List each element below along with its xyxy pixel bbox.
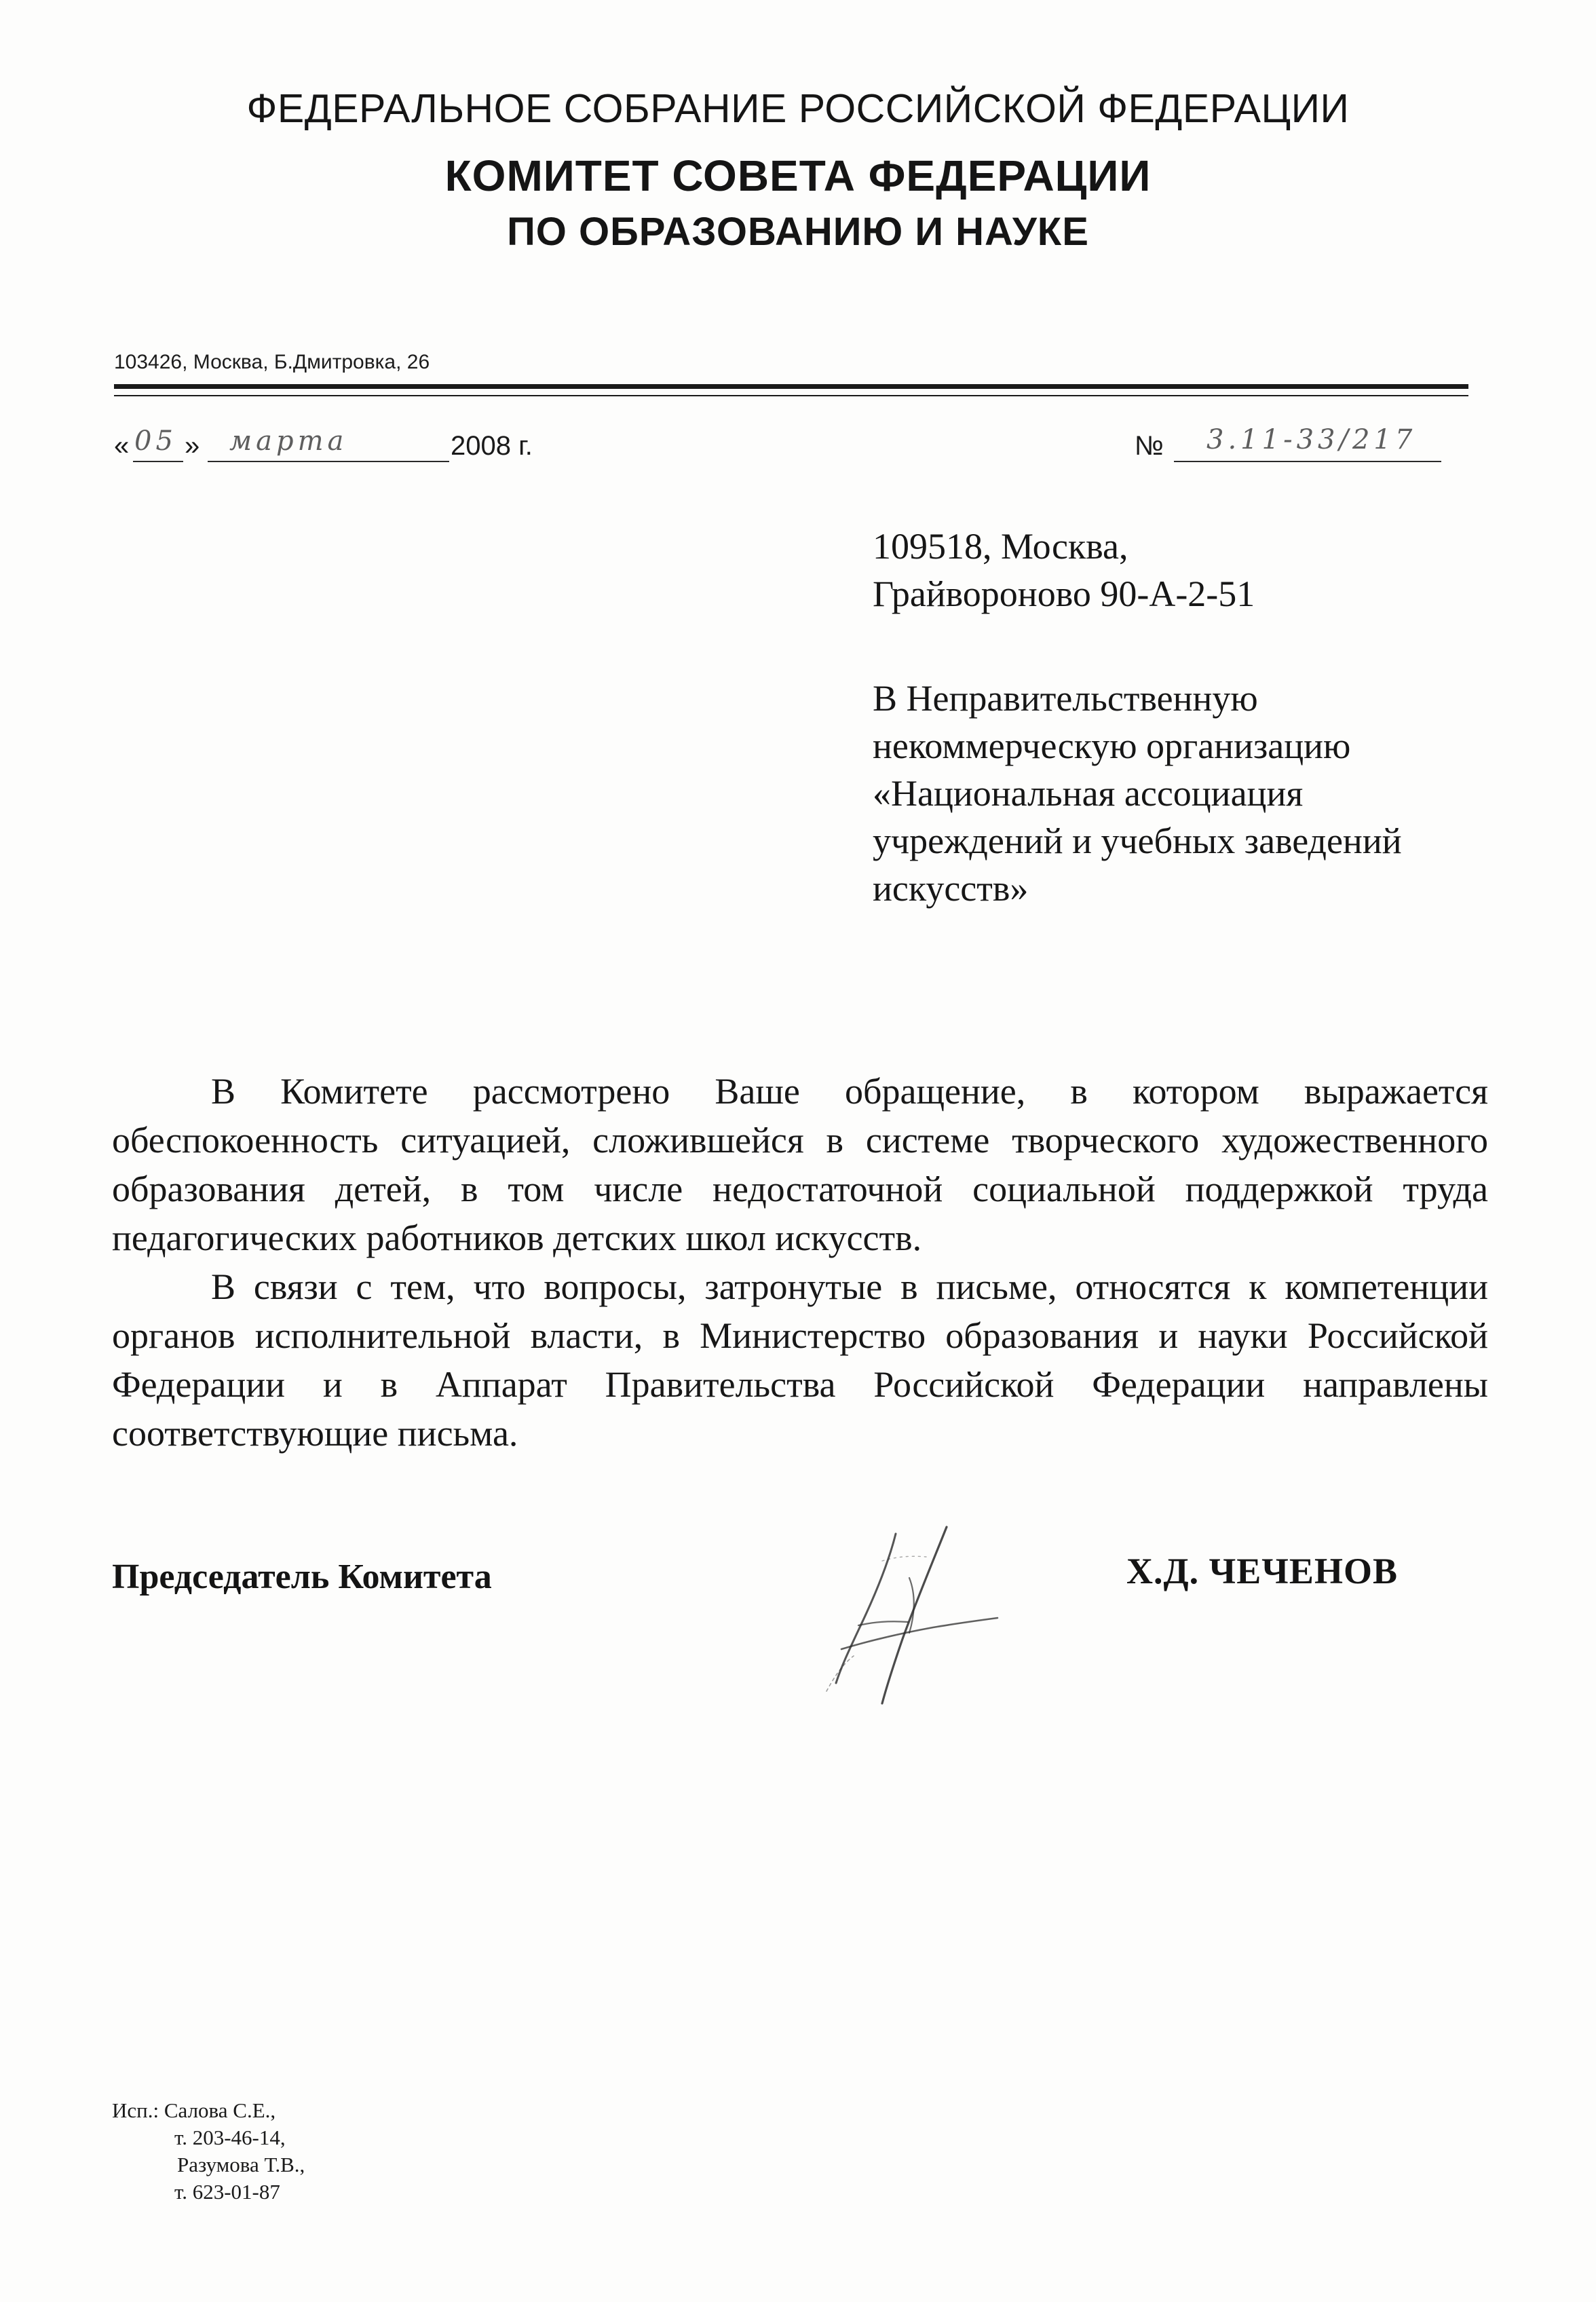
body-paragraph: В Комитете рассмотрено Ваше обращение, в котором выражается обеспокоенность ситуацией, сложившейся в системе творческого художественного образования детей, в том числе недостаточной социальной поддержкой труда педагогических работников детских школ искусств. xyxy=(112,1071,1488,1258)
recipient-org-line: «Национальная ассоциация xyxy=(873,773,1304,814)
date-open-quote: « xyxy=(114,431,130,461)
executor-name-2: Разумова Т.В., xyxy=(177,2153,305,2176)
executor-label: Исп.: xyxy=(112,2098,159,2122)
recipient-org-line: В Неправительственную xyxy=(873,678,1258,719)
executor-phone-1: т. 203-46-14, xyxy=(174,2126,286,2149)
recipient-address-line: 109518, Москва, xyxy=(873,526,1128,567)
recipient-org-line: искусств» xyxy=(873,868,1029,909)
date-month: марта xyxy=(229,426,348,457)
recipient-org-line: учреждений и учебных заведений xyxy=(873,820,1402,861)
recipient-address xyxy=(873,523,1255,618)
executor-name-1: Салова С.Е., xyxy=(164,2098,276,2122)
letterhead-rule-thin xyxy=(114,395,1468,396)
recipient-organization xyxy=(873,675,1402,912)
signatory-title: Председатель Комитета xyxy=(112,1558,492,1596)
sender-address: 103426, Москва, Б.Дмитровка, 26 xyxy=(114,351,430,373)
committee-heading: КОМИТЕТ СОВЕТА ФЕДЕРАЦИИ xyxy=(444,151,1152,200)
recipient-address-line: Грайвороново 90-А-2-51 xyxy=(873,573,1255,614)
date-day-underline xyxy=(133,461,183,462)
recipient-org-line: некоммерческую организацию xyxy=(873,725,1351,766)
date-number-line xyxy=(114,424,1471,465)
number-underline xyxy=(1174,461,1441,462)
date-close-quote: » xyxy=(185,431,200,461)
date-day: 05 xyxy=(134,426,177,457)
number-label: № xyxy=(1135,431,1164,461)
executor-phone-2: т. 623-01-87 xyxy=(174,2180,280,2204)
body-paragraph: В связи с тем, что вопросы, затронутые в письме, относятся к компетенции органов исполнительной власти, в Министерство образования и науки Российской Федерации и в Аппарат Правительства Российской Федерации направлены соответствующие письма. xyxy=(112,1266,1488,1454)
executor-line-1 xyxy=(112,2097,305,2124)
handwritten-signature xyxy=(794,1513,1038,1717)
date-year: 2008 г. xyxy=(451,431,533,461)
date-month-underline xyxy=(208,461,449,462)
signatory-name: Х.Д. ЧЕЧЕНОВ xyxy=(1126,1551,1398,1591)
federal-assembly-heading: ФЕДЕРАЛЬНОЕ СОБРАНИЕ РОССИЙСКОЙ ФЕДЕРАЦИИ xyxy=(246,86,1350,131)
outgoing-number: 3.11-33/217 xyxy=(1206,424,1417,455)
letterhead-rule-thick xyxy=(114,384,1468,389)
committee-subject-heading: ПО ОБРАЗОВАНИЮ И НАУКЕ xyxy=(507,210,1089,254)
executor-block xyxy=(112,2097,305,2206)
